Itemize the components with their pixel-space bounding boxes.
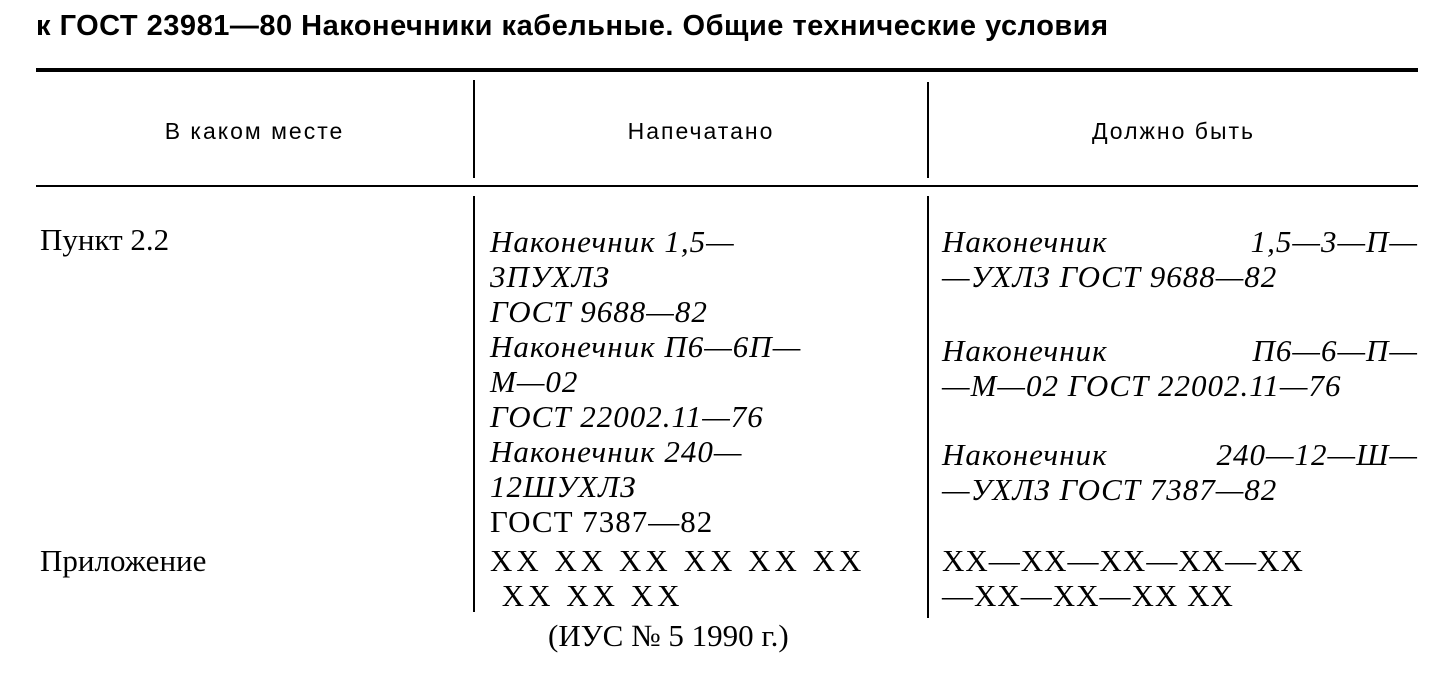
row-1-place: Пункт 2.2 (40, 222, 170, 257)
row-1-should-be (942, 224, 1418, 294)
column-header-should-be: Должно быть (1091, 118, 1256, 144)
source-note: (ИУС № 5 1990 г.) (548, 618, 789, 653)
should-be-line: XX—XX—XX—XX—XX (942, 543, 1304, 578)
row-1-printed (490, 224, 801, 539)
header-bottom-rule (36, 185, 1418, 187)
row-1-printed-line: ГОСТ 9688—82 (490, 294, 708, 329)
should-be-line (942, 437, 1418, 472)
row-1-should-be-2 (942, 333, 1418, 403)
body-divider-2 (927, 196, 929, 618)
should-be-line: —УХЛЗ ГОСТ 7387—82 (942, 472, 1278, 507)
should-be-line: —XX—XX—XX XX (942, 578, 1234, 613)
row-1-printed-line: Наконечник 1,5— (490, 224, 735, 259)
row-1-should-be-3 (942, 437, 1418, 507)
table-top-rule (36, 68, 1418, 72)
should-be-code: 240—12—Ш— (1216, 437, 1418, 472)
row-1-printed-line: 12ШУХЛЗ (490, 469, 637, 504)
should-be-word: Наконечник (942, 224, 1108, 259)
row-1-printed-line: Наконечник 240— (490, 434, 743, 469)
row-2-printed-line: XX XX XX (490, 578, 684, 613)
should-be-code: П6—6—П— (1252, 333, 1418, 368)
should-be-line: —М—02 ГОСТ 22002.11—76 (942, 368, 1342, 403)
row-2-place: Приложение (40, 543, 207, 578)
row-2-printed (490, 543, 865, 613)
row-2-should-be (942, 543, 1418, 613)
body-divider-1 (473, 196, 475, 612)
should-be-line (942, 333, 1418, 368)
row-1-printed-line: ГОСТ 7387—82 (490, 504, 714, 539)
column-header-place: В каком месте (164, 118, 345, 144)
row-1-printed-line: ГОСТ 22002.11—76 (490, 399, 764, 434)
should-be-word: Наконечник (942, 437, 1108, 472)
should-be-line (942, 224, 1418, 259)
row-1-printed-line: Наконечник П6—6П— (490, 329, 802, 364)
row-2-printed-line: XX XX XX XX XX XX (490, 543, 866, 578)
document-title: к ГОСТ 23981—80 Наконечники кабельные. Общие технические условия (36, 10, 1109, 42)
row-1-printed-line: 3ПУХЛЗ (490, 259, 611, 294)
should-be-word: Наконечник (942, 333, 1108, 368)
column-header-printed: Напечатано (627, 118, 775, 144)
should-be-line: —УХЛЗ ГОСТ 9688—82 (942, 259, 1278, 294)
should-be-code: 1,5—3—П— (1250, 224, 1418, 259)
row-1-printed-line: М—02 (490, 364, 579, 399)
